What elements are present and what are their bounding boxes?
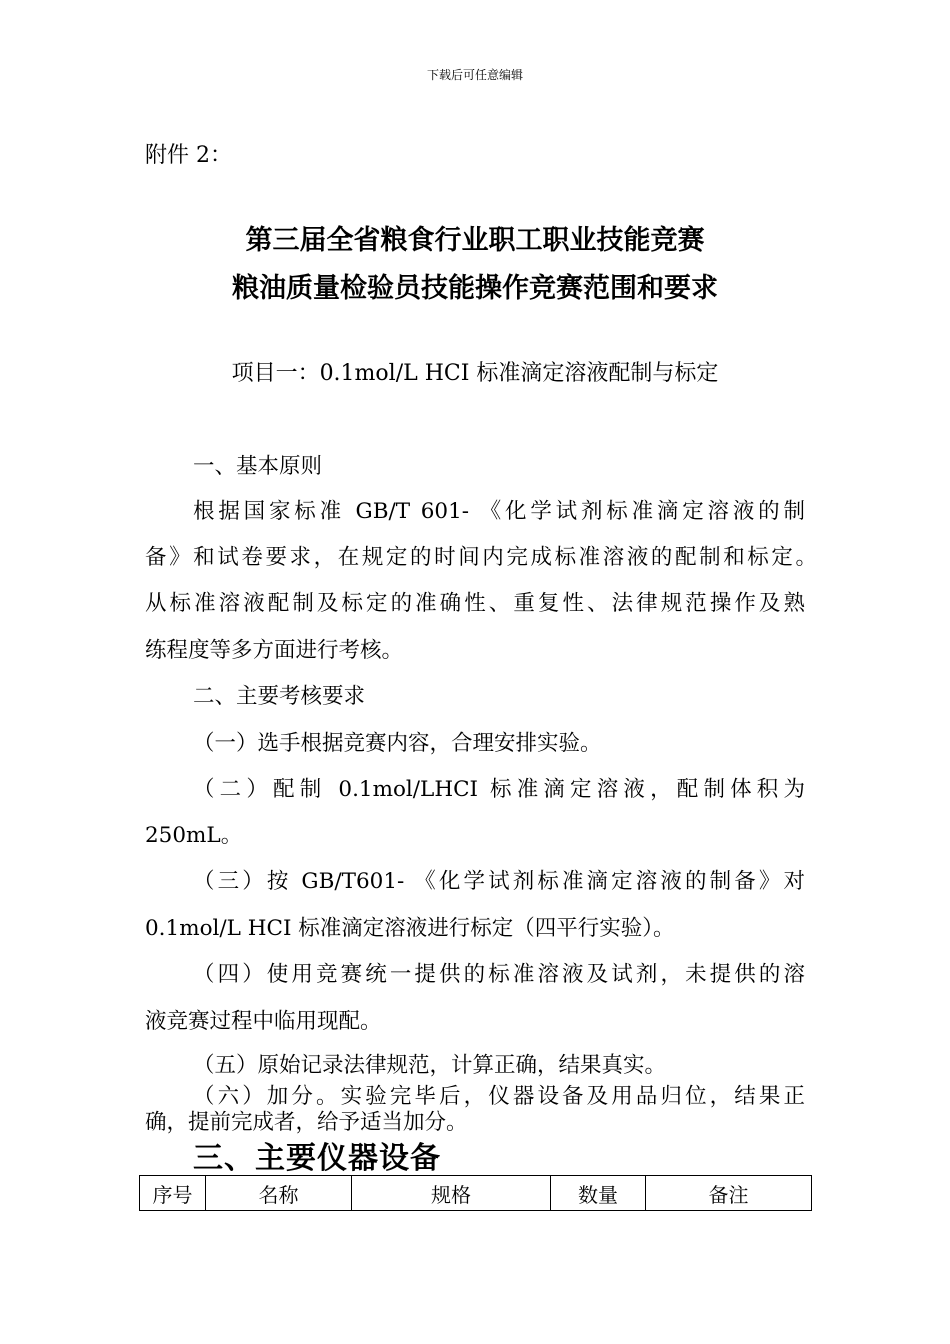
document-title-line-2: 粮油质量检验员技能操作竞赛范围和要求 (232, 273, 718, 304)
section-2-heading: 二、主要考核要求 (193, 684, 366, 709)
requirement-3-line-1: （三）按 GB/T601- 《化学试剂标准滴定溶液的制备》对 (193, 869, 805, 894)
column-header-remarks: 备注 (646, 1176, 812, 1211)
section-1-line-1: 根据国家标准 GB/T 601- 《化学试剂标准滴定溶液的制 (193, 499, 805, 524)
attachment-label: 附件 2： (145, 143, 232, 168)
requirement-1-line-1: （一）选手根据竞赛内容，合理安排实验。 (193, 731, 602, 756)
requirement-4-line-1: （四）使用竞赛统一提供的标准溶液及试剂，未提供的溶 (193, 962, 805, 987)
column-header-index: 序号 (140, 1176, 206, 1211)
equipment-table-header-row (140, 1176, 812, 1211)
requirement-3-line-2: 0.1mol/L HCI 标准滴定溶液进行标定（四平行实验）。 (145, 916, 675, 941)
section-1-line-3: 从标准溶液配制及标定的准确性、重复性、法律规范操作及熟 (145, 591, 805, 616)
requirement-2-line-1: （二）配制 0.1mol/LHCI 标准滴定溶液，配制体积为 (193, 777, 805, 802)
requirement-4-line-2: 液竞赛过程中临用现配。 (145, 1009, 382, 1034)
requirement-6-line-2: 确，提前完成者，给予适当加分。 (145, 1110, 468, 1135)
requirement-5-line-1: （五）原始记录法律规范，计算正确，结果真实。 (193, 1053, 667, 1078)
column-header-quantity: 数量 (551, 1176, 646, 1211)
equipment-table (139, 1175, 812, 1211)
section-1-line-4: 练程度等多方面进行考核。 (145, 638, 404, 663)
column-header-spec: 规格 (352, 1176, 551, 1211)
section-1-line-2: 备》和试卷要求，在规定的时间内完成标准溶液的配制和标定。 (145, 545, 817, 570)
page-header: 下载后可任意编辑 (426, 68, 523, 82)
requirement-6-line-1: （六）加分。实验完毕后，仪器设备及用品归位，结果正 (193, 1084, 805, 1109)
section-3-heading: 三、主要仪器设备 (193, 1141, 441, 1176)
requirement-2-line-2: 250mL。 (145, 823, 243, 848)
document-title-line-1: 第三届全省粮食行业职工职业技能竞赛 (245, 225, 705, 256)
section-1-heading: 一、基本原则 (193, 454, 323, 479)
project-title: 项目一：0.1mol/L HCI 标准滴定溶液配制与标定 (231, 361, 719, 386)
column-header-name: 名称 (206, 1176, 352, 1211)
